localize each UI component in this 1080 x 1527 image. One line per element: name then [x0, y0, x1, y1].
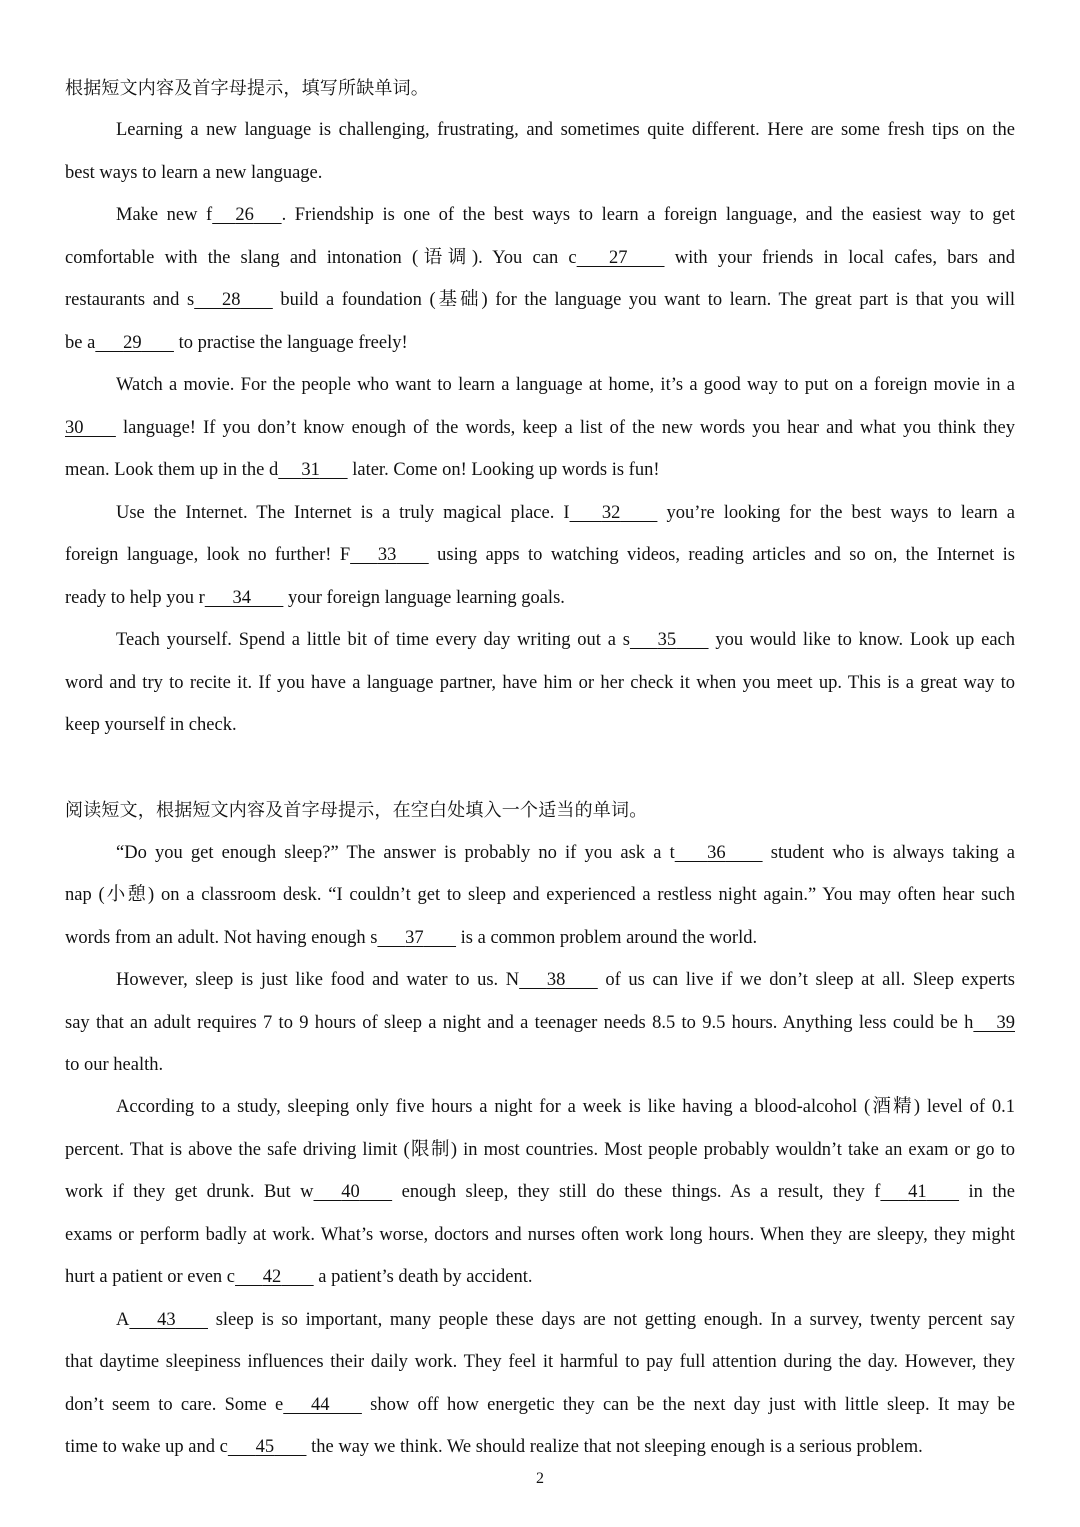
blank-45[interactable]: 45 [255, 1437, 275, 1457]
s1-line-7: Watch a movie. For the people who want to learn a language at home, it’s a good way to put on a foreign movie in a [116, 375, 1015, 395]
s1-line-9: mean. Look them up in the d 31 later. Come on! Looking up words is fun! [65, 460, 660, 480]
s2-line-3: words from an adult. Not having enough s 37 is a common problem around the world. [65, 928, 758, 948]
s1-line-5: restaurants and s 28 build a foundation (基础) for the language you want to learn. The great part is that you will [65, 290, 1015, 310]
s2-line-11: hurt a patient or even c 42 a patient’s death by accident. [65, 1267, 533, 1287]
s2-line-6: to our health. [65, 1055, 164, 1075]
s2-line-4: However, sleep is just like food and water to us. N 38 of us can live if we don’t sleep at all. Sleep experts [116, 970, 1015, 990]
s1-line-14: word and try to recite it. If you have a language partner, have him or her check it when you meet up. This is a great way to [65, 673, 1015, 693]
s1-line-11: foreign language, look no further! F 33 using apps to watching videos, reading articles and so on, the Internet is [65, 545, 1015, 565]
blank-39[interactable]: 39 [996, 1013, 1015, 1033]
s2-line-7: According to a study, sleeping only five hours a night for a week is like having a blood-alcohol (酒精) level of 0.1 [116, 1097, 1015, 1117]
blank-38[interactable]: 38 [546, 970, 566, 990]
s1-line-2: best ways to learn a new language. [65, 163, 323, 183]
s2-line-8: percent. That is above the safe driving limit (限制) in most countries. Most people probably wouldn’t take an exam or go to [65, 1140, 1015, 1160]
s2-line-14: don’t seem to care. Some e 44 show off how energetic they can be the next day just with little sleep. It may be [65, 1395, 1015, 1415]
s1-line-3: Make new f 26 . Friendship is one of the best ways to learn a foreign language, and the easiest way to get [116, 205, 1016, 225]
s2-line-2: nap (小憩) on a classroom desk. “I couldn’t get to sleep and experienced a restless night again.” You may often hear such [65, 885, 1015, 905]
s1-line-13: Teach yourself. Spend a little bit of time every day writing out a s 35 you would like to know. Look up each [116, 630, 1015, 650]
s2-line-5: say that an adult requires 7 to 9 hours of sleep a night and a teenager needs 8.5 to 9.5 hours. Anything less could be h 39 [65, 1013, 1015, 1033]
page-number: 2 [536, 1470, 544, 1487]
s1-line-1: Learning a new language is challenging, frustrating, and sometimes quite different. Here are some fresh tips on the [116, 120, 1015, 140]
s2-line-9: work if they get drunk. But w 40 enough sleep, they still do these things. As a result, they f 41 in the [65, 1182, 1015, 1202]
s2-line-15: time to wake up and c 45 the way we think. We should realize that not sleeping enough is a serious problem. [65, 1437, 923, 1457]
s1-line-10: Use the Internet. The Internet is a truly magical place. I 32 you’re looking for the best ways to learn a [116, 503, 1015, 523]
section1-heading: 根据短文内容及首字母提示，填写所缺单词。 [65, 78, 429, 98]
s1-line-4: comfortable with the slang and intonation (语调). You can c 27 with your friends in local cafes, bars and [65, 248, 1015, 268]
blank-37[interactable]: 37 [405, 928, 424, 948]
blank-34[interactable]: 34 [232, 588, 251, 608]
s2-line-12: A 43 sleep is so important, many people these days are not getting enough. In a survey, twenty percent say [116, 1310, 1015, 1330]
blank-32[interactable]: 32 [601, 503, 621, 523]
blank-40[interactable]: 40 [341, 1182, 360, 1202]
blank-42[interactable]: 42 [262, 1267, 282, 1287]
blank-33[interactable]: 33 [377, 545, 397, 565]
blank-26[interactable]: 26 [235, 205, 254, 225]
blank-28[interactable]: 28 [221, 290, 241, 310]
s2-line-13: that daytime sleepiness influences their daily work. They feel it harmful to pay full attention during the day. However, they [65, 1352, 1015, 1372]
s2-line-1: “Do you get enough sleep?” The answer is probably no if you ask a t 36 student who is always taking a [116, 843, 1015, 863]
s1-line-6: be a 29 to practise the language freely! [65, 333, 408, 353]
blank-36[interactable]: 36 [707, 843, 726, 863]
section2-heading: 阅读短文，根据短文内容及首字母提示，在空白处填入一个适当的单词。 [65, 800, 648, 820]
s1-line-8: 30 language! If you don’t know enough of the words, keep a list of the new words you hear and what you think they [65, 418, 1015, 438]
blank-43[interactable]: 43 [157, 1310, 176, 1330]
s1-line-15: keep yourself in check. [65, 715, 237, 735]
blank-44[interactable]: 44 [311, 1395, 330, 1415]
blank-29[interactable]: 29 [123, 333, 142, 353]
blank-35[interactable]: 35 [657, 630, 677, 650]
s2-line-10: exams or perform badly at work. What’s worse, doctors and nurses often work long hours. When they are sleepy, they might [65, 1225, 1015, 1245]
blank-27[interactable]: 27 [609, 248, 628, 268]
blank-31[interactable]: 31 [301, 460, 320, 480]
s1-line-12: ready to help you r 34 your foreign language learning goals. [65, 588, 565, 608]
blank-30[interactable]: 30 [65, 418, 84, 438]
blank-41[interactable]: 41 [908, 1182, 927, 1202]
